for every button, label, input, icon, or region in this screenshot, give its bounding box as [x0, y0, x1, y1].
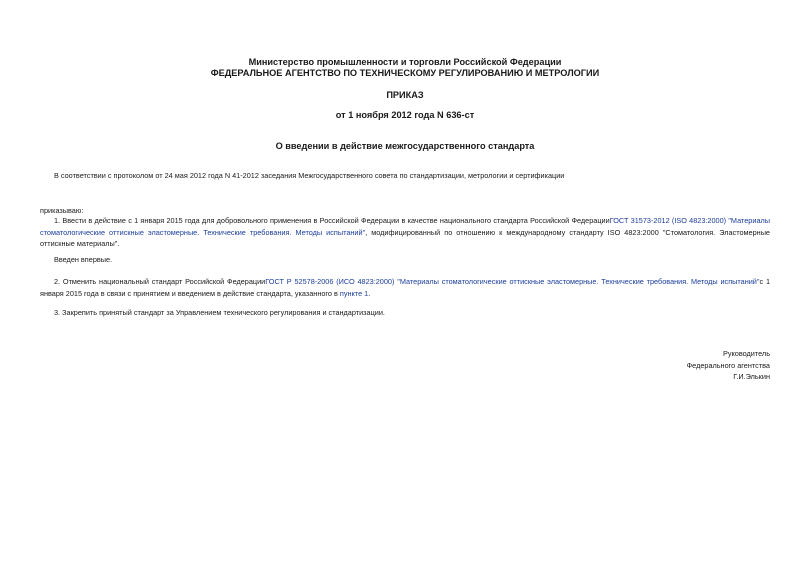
item-2-text-end: .	[368, 288, 371, 298]
item-1-paragraph	[40, 215, 770, 250]
order-subject: О введении в действие межгосударственного стандарта	[275, 141, 535, 151]
item-2-text: 2. Отменить национальный стандарт Российской Федерации	[54, 277, 266, 286]
document-header	[40, 57, 770, 79]
signature-agency: Федерального агентства	[686, 360, 770, 370]
document-page	[40, 0, 770, 571]
item-1-reference-link[interactable]: пункте 1	[339, 288, 369, 298]
order-type: ПРИКАЗ	[386, 90, 424, 100]
gost-r-52578-link[interactable]: ГОСТ Р 52578-2006 (ИСО 4823:2000) "Материалы стоматологические оттискные эластомерные. Технические требования. Методы испытаний"	[265, 277, 760, 286]
introduced-first-note: Введен впервые.	[54, 255, 113, 264]
signature-position: Руководитель	[722, 349, 770, 358]
item-3-paragraph: 3. Закрепить принятый стандарт за Управлением технического регулирования и стандартизации.	[54, 308, 385, 317]
order-date-number: от 1 ноября 2012 года N 636-ст	[335, 110, 475, 120]
item-1-text: 1. Ввести в действие с 1 января 2015 года для добровольного применения в Российской Федерации в качестве национального стандарта Российской Федерации	[54, 216, 610, 225]
item-2-paragraph	[40, 276, 770, 299]
agency-name: ФЕДЕРАЛЬНОЕ АГЕНТСТВО ПО ТЕХНИЧЕСКОМУ РЕГУЛИРОВАНИЮ И МЕТРОЛОГИИ	[210, 68, 600, 78]
gost-31573-link[interactable]: ГОСТ 31573-2012 (ISO 4823:2000) "Материалы стоматологические оттискные эластомерные. Технические требования. Методы испытаний"	[40, 216, 770, 237]
ministry-name: Министерство промышленности и торговли Российской Федерации	[248, 57, 562, 67]
item-1-text-end: , модифицированный по отношению к международному стандарту ISO 4823:2000 "Стоматология. Эластомерные оттискные материалы".	[40, 227, 770, 248]
item-2-text-mid: с 1 января 2015 года в связи с принятием и введением в действие стандарта, указанного в	[40, 277, 771, 298]
signature-block	[687, 348, 770, 383]
preamble-paragraph: В соответствии с протоколом от 24 мая 2012 года N 41-2012 заседания Межгосударственного совета по стандартизации, метрологии и сертификации	[54, 171, 565, 180]
order-word: приказываю:	[40, 206, 84, 215]
signature-name: Г.И.Элькин	[733, 372, 770, 381]
